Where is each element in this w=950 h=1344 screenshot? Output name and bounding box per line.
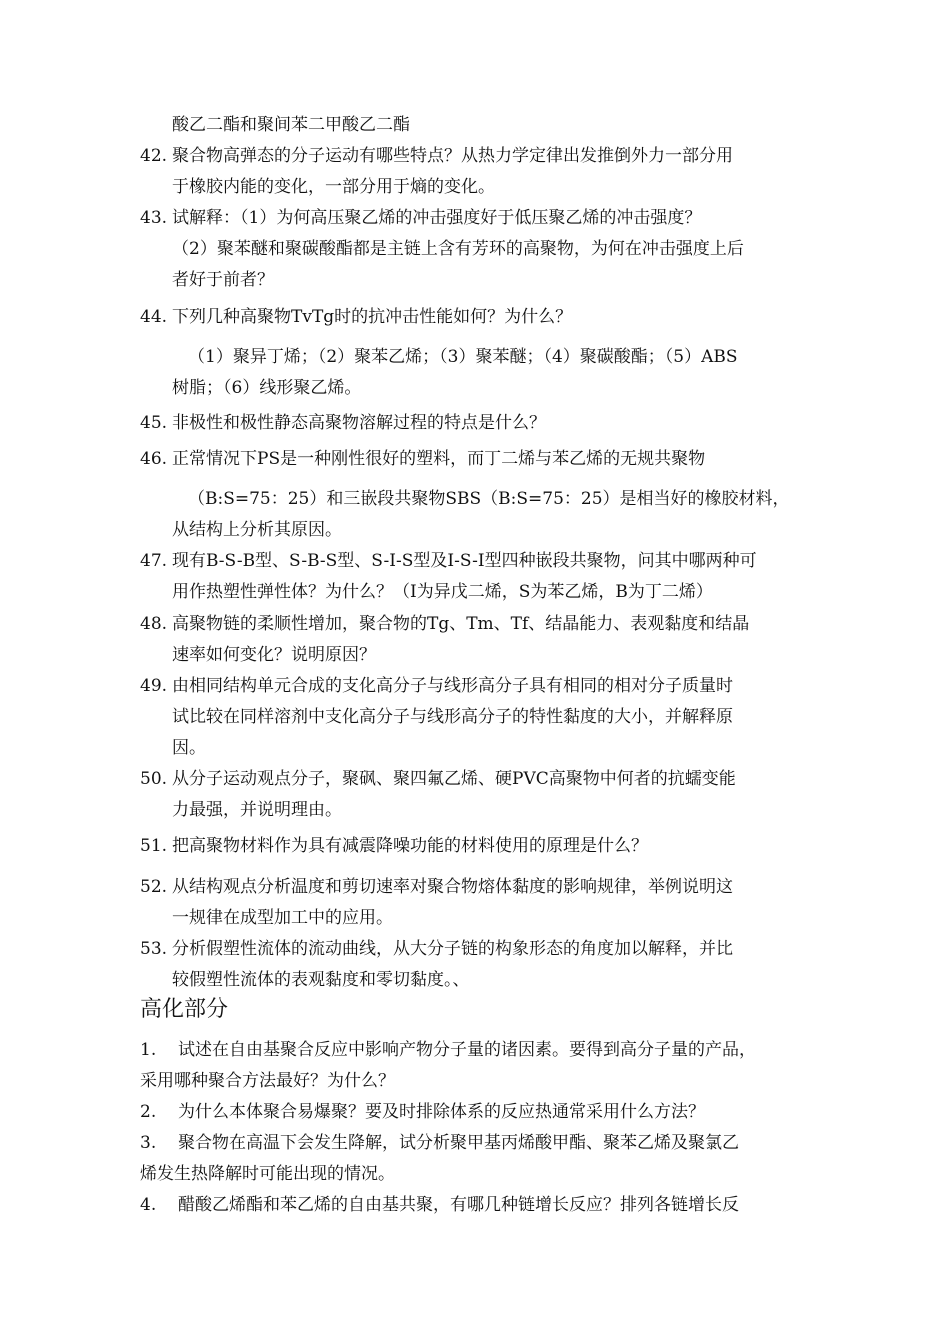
question-48 bbox=[140, 609, 820, 671]
question-number: 49. bbox=[140, 676, 168, 696]
question-text: （B:S=75：25）和三嵌段共聚物SBS（B:S=75：25）是相当好的橡胶材料， bbox=[188, 489, 790, 509]
question-text: 力最强，并说明理由。 bbox=[172, 800, 342, 820]
polymer-chem-question-4 bbox=[140, 1190, 820, 1221]
question-41-continuation bbox=[140, 110, 820, 141]
question-number: 51. bbox=[140, 836, 168, 856]
question-text: 下列几种高聚物TvTg时的抗冲击性能如何？为什么？ bbox=[172, 307, 573, 327]
question-text: 树脂；（6）线形聚乙烯。 bbox=[172, 378, 362, 398]
question-46-continued bbox=[140, 484, 820, 546]
question-text: 因。 bbox=[172, 738, 206, 758]
question-number: 53. bbox=[140, 939, 168, 959]
question-number: 4. bbox=[140, 1195, 157, 1215]
question-number: 3. bbox=[140, 1133, 157, 1153]
question-51 bbox=[140, 831, 820, 862]
question-text: 试解释：（1）为何高压聚乙烯的冲击强度好于低压聚乙烯的冲击强度？ bbox=[172, 208, 702, 228]
question-text: 聚合物在高温下会发生降解，试分析聚甲基丙烯酸甲酯、聚苯乙烯及聚氯乙 bbox=[178, 1133, 739, 1153]
question-text: 一规律在成型加工中的应用。 bbox=[172, 908, 393, 928]
polymer-chem-question-3 bbox=[140, 1128, 820, 1190]
question-text: 醋酸乙烯酯和苯乙烯的自由基共聚，有哪几种链增长反应？排列各链增长反 bbox=[178, 1195, 739, 1215]
question-49 bbox=[140, 671, 820, 764]
question-number: 52. bbox=[140, 877, 168, 897]
question-text: 酸乙二酯和聚间苯二甲酸乙二酯 bbox=[172, 115, 410, 135]
question-number: 48. bbox=[140, 614, 168, 634]
question-text: 从分子运动观点分子，聚砜、聚四氟乙烯、硬PVC高聚物中何者的抗蠕变能 bbox=[172, 769, 736, 789]
question-53 bbox=[140, 934, 820, 996]
question-text: 由相同结构单元合成的支化高分子与线形高分子具有相同的相对分子质量时 bbox=[172, 676, 733, 696]
question-number: 50. bbox=[140, 769, 168, 789]
question-45 bbox=[140, 408, 820, 439]
question-text: 正常情况下PS是一种刚性很好的塑料，而丁二烯与苯乙烯的无规共聚物 bbox=[172, 449, 706, 469]
question-text: （2）聚苯醚和聚碳酸酯都是主链上含有芳环的高聚物，为何在冲击强度上后 bbox=[172, 239, 744, 259]
question-44-options bbox=[140, 342, 820, 404]
question-number: 42. bbox=[140, 146, 168, 166]
question-text: 采用哪种聚合方法最好？为什么？ bbox=[140, 1071, 395, 1091]
question-text: 非极性和极性静态高聚物溶解过程的特点是什么？ bbox=[172, 413, 546, 433]
question-text: 把高聚物材料作为具有减震降噪功能的材料使用的原理是什么？ bbox=[172, 836, 648, 856]
question-text: 聚合物高弹态的分子运动有哪些特点？从热力学定律出发推倒外力一部分用 bbox=[172, 146, 733, 166]
question-number: 43. bbox=[140, 208, 168, 228]
question-text: 从结构上分析其原因。 bbox=[172, 520, 342, 540]
section-heading: 高化部分 bbox=[140, 997, 229, 1022]
question-text: 分析假塑性流体的流动曲线，从大分子链的构象形态的角度加以解释，并比 bbox=[172, 939, 733, 959]
question-46 bbox=[140, 444, 820, 475]
question-text: 用作热塑性弹性体？为什么？（I为异戊二烯，S为苯乙烯，B为丁二烯） bbox=[172, 582, 713, 602]
question-text: 试比较在同样溶剂中支化高分子与线形高分子的特性黏度的大小，并解释原 bbox=[172, 707, 733, 727]
question-text: 烯发生热降解时可能出现的情况。 bbox=[140, 1164, 395, 1184]
question-number: 44. bbox=[140, 307, 168, 327]
question-text: （1）聚异丁烯；（2）聚苯乙烯；（3）聚苯醚；（4）聚碳酸酯；（5）ABS bbox=[188, 347, 738, 367]
question-text: 较假塑性流体的表观黏度和零切黏度。、 bbox=[172, 970, 470, 990]
question-text: 从结构观点分析温度和剪切速率对聚合物熔体黏度的影响规律，举例说明这 bbox=[172, 877, 733, 897]
question-number: 2. bbox=[140, 1102, 157, 1122]
question-text: 试述在自由基聚合反应中影响产物分子量的诸因素。要得到高分子量的产品， bbox=[178, 1040, 756, 1060]
question-text: 高聚物链的柔顺性增加，聚合物的Tg、Tm、Tf、结晶能力、表观黏度和结晶 bbox=[172, 614, 750, 634]
question-47 bbox=[140, 546, 820, 608]
question-text: 为什么本体聚合易爆聚？要及时排除体系的反应热通常采用什么方法？ bbox=[178, 1102, 705, 1122]
question-number: 45. bbox=[140, 413, 168, 433]
question-number: 47. bbox=[140, 551, 168, 571]
question-44 bbox=[140, 302, 820, 333]
polymer-chem-question-2 bbox=[140, 1097, 820, 1128]
question-text: 于橡胶内能的变化，一部分用于熵的变化。 bbox=[172, 177, 495, 197]
question-text: 现有B-S-B型、S-B-S型、S-I-S型及I-S-I型四种嵌段共聚物，问其中哪两种可 bbox=[172, 551, 757, 571]
question-number: 46. bbox=[140, 449, 168, 469]
question-42 bbox=[140, 141, 820, 203]
polymer-chem-question-1 bbox=[140, 1035, 820, 1097]
question-52 bbox=[140, 872, 820, 934]
question-50 bbox=[140, 764, 820, 826]
question-text: 者好于前者？ bbox=[172, 270, 274, 290]
question-43 bbox=[140, 203, 820, 296]
question-number: 1. bbox=[140, 1040, 157, 1060]
question-text: 速率如何变化？说明原因？ bbox=[172, 645, 376, 665]
